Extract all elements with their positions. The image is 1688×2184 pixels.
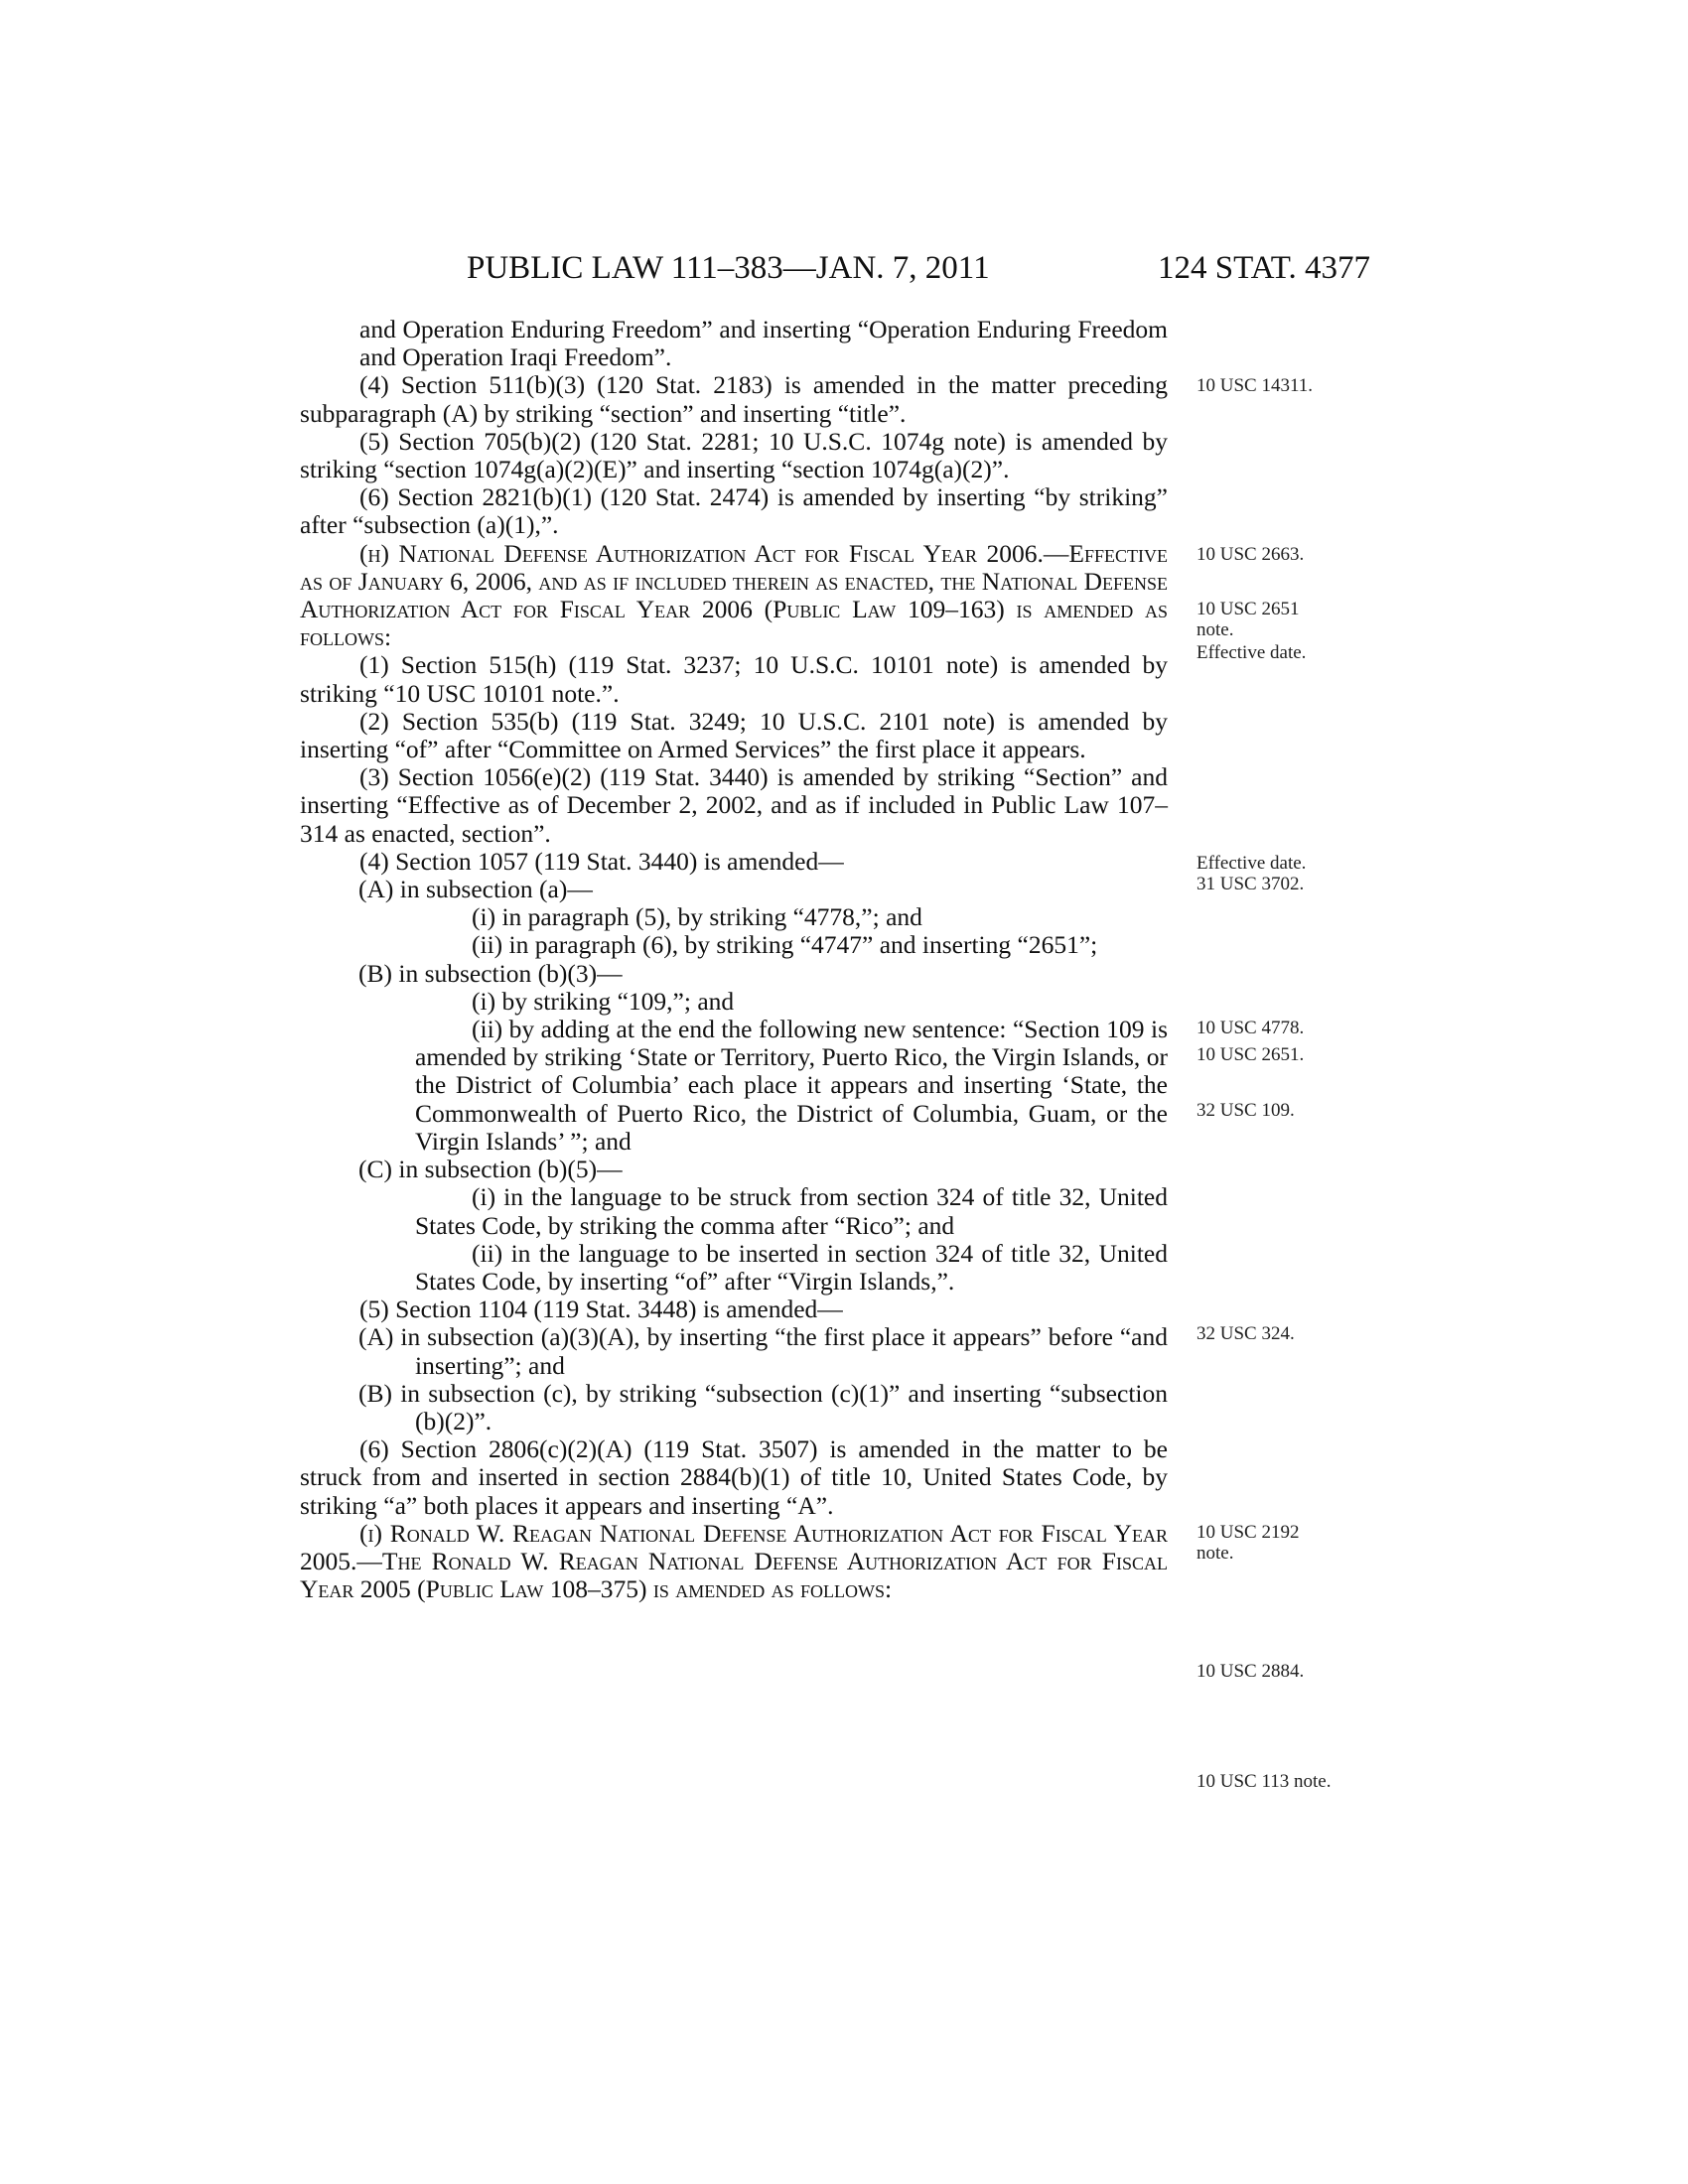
margin-note: 10 USC 2651 note. [1196,599,1300,640]
subparagraph: (A) in subsection (a)(3)(A), by inserting “the first place it appears” before “and inserting”; and [358,1322,1168,1380]
paragraph: (6) Section 2806(c)(2)(A) (119 Stat. 3507) is amended in the matter to be struck from and inserted in section 2884(b)(1) of title 10, United States Code, by striking “a” both places it appears and inserting “A”. [300,1434,1168,1520]
paragraph: (3) Section 1056(e)(2) (119 Stat. 3440) is amended by striking “Section” and inserting “Effective as of December 2, 2002, and as if included in Public Law 107–314 as enacted, section”. [300,762,1168,848]
paragraph: (4) Section 1057 (119 Stat. 3440) is amended— [359,846,844,876]
section-heading-h: (h) National Defense Authorization Act for Fiscal Year 2006.—Effective as of January 6, 2006, and as if included therein as enacted, the National Defense Authorization Act for Fiscal Year 2006 (Public Law 109–163) is amended as follows: [300,538,1168,652]
paragraph: (5) Section 1104 (119 Stat. 3448) is amended— [359,1295,843,1324]
paragraph: (2) Section 535(b) (119 Stat. 3249; 10 U.S.C. 2101 note) is amended by inserting “of” after “Committee on Armed Services” the first place it appears. [300,706,1168,764]
margin-note: 32 USC 109. [1196,1100,1295,1121]
subparagraph: (B) in subsection (b)(3)— [358,958,623,988]
margin-note: 10 USC 2192 note. [1196,1522,1300,1564]
subparagraph: (B) in subsection (c), by striking “subsection (c)(1)” and inserting “subsection (b)(2)”. [358,1378,1168,1435]
page-header [467,248,1370,288]
clause: (i) in the language to be struck from section 324 of title 32, United States Code, by striking the comma after “Rico”; and [415,1182,1168,1240]
margin-note: 31 USC 3702. [1196,874,1305,894]
clause: (ii) in the language to be inserted in section 324 of title 32, United States Code, by inserting “of” after “Virgin Islands,”. [415,1238,1168,1296]
statute-page-number: 124 STAT. 4377 [1157,250,1370,286]
margin-note: 10 USC 113 note. [1196,1771,1332,1792]
clause: (i) by striking “109,”; and [472,986,735,1016]
margin-note: 10 USC 14311. [1196,375,1314,396]
margin-note: 10 USC 2884. [1196,1661,1305,1682]
section-heading-i: (i) Ronald W. Reagan National Defense Authorization Act for Fiscal Year 2005.—The Ronald W. Reagan National Defense Authorization Act for Fiscal Year 2005 (Public Law 108–375) is amended as follows: [300,1518,1168,1604]
margin-note: Effective date. [1196,853,1307,874]
clause: (ii) by adding at the end the following new sentence: “Section 109 is amended by striking ‘State or Territory, Puerto Rico, the Virgin Islands, or the District of Columbia’ each place it appears and inserting ‘State, the Commonwealth of Puerto Rico, the District of Columbia, Guam, or the Virgin Islands’ ”; and [415,1015,1168,1156]
margin-note: 32 USC 324. [1196,1323,1295,1344]
subparagraph: (A) in subsection (a)— [358,875,593,904]
paragraph: and Operation Enduring Freedom” and inserting “Operation Enduring Freedom and Operation Iraqi Freedom”. [359,315,1168,372]
paragraph: (5) Section 705(b)(2) (120 Stat. 2281; 10 U.S.C. 1074g note) is amended by striking “section 1074g(a)(2)(E)” and inserting “section 1074g(a)(2)”. [300,426,1168,484]
statute-text [300,316,1168,1603]
clause: (ii) in paragraph (6), by striking “4747” and inserting “2651”; [472,930,1098,960]
subparagraph: (C) in subsection (b)(5)— [358,1155,623,1184]
margin-note: 10 USC 4778. [1196,1018,1305,1038]
paragraph: (4) Section 511(b)(3) (120 Stat. 2183) is amended in the matter preceding subparagraph (A) by striking “section” and inserting “title”. [300,370,1168,428]
margin-note: Effective date. [1196,642,1307,663]
paragraph: (1) Section 515(h) (119 Stat. 3237; 10 U.S.C. 10101 note) is amended by striking “10 USC 10101 note.”. [300,650,1168,708]
running-title: PUBLIC LAW 111–383—JAN. 7, 2011 [467,250,990,286]
clause: (i) in paragraph (5), by striking “4778,”; and [472,902,922,932]
margin-note: 10 USC 2663. [1196,544,1305,565]
paragraph: (6) Section 2821(b)(1) (120 Stat. 2474) is amended by inserting “by striking” after “subsection (a)(1),”. [300,482,1168,540]
margin-note: 10 USC 2651. [1196,1044,1305,1065]
